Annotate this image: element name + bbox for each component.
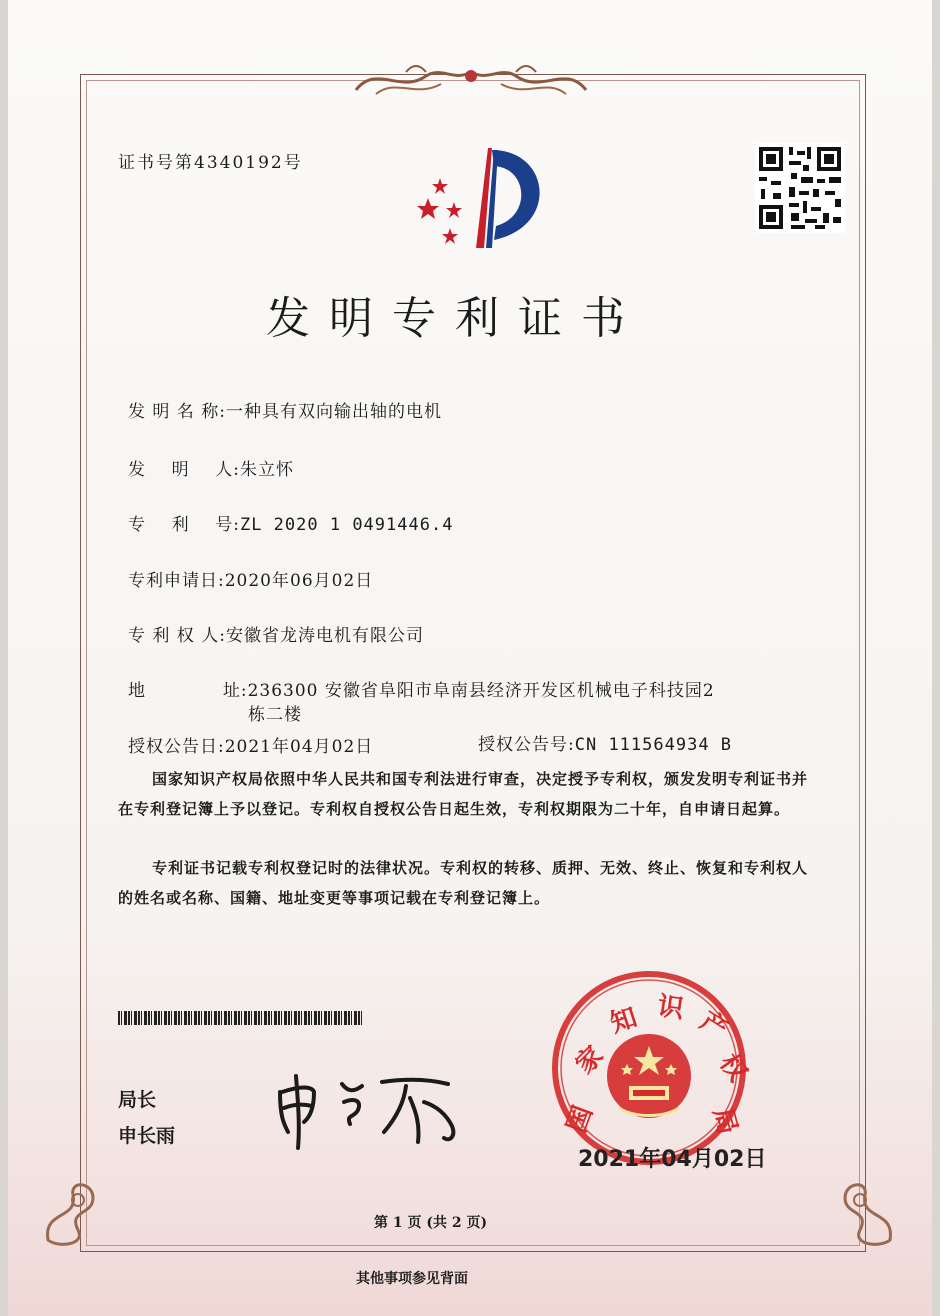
address-line-2: 栋二楼 — [248, 705, 302, 725]
patent-number-label: 专 利 号: — [128, 515, 240, 535]
grant-date-value: 2021年04月02日 — [224, 737, 374, 757]
bottom-right-ornament — [830, 1170, 900, 1250]
inventor-value: 朱立怀 — [239, 460, 294, 480]
patent-number-row — [128, 510, 453, 535]
top-ornament — [346, 54, 596, 106]
address-label: 地 址: — [128, 681, 248, 701]
seal-char-4: 识 — [655, 991, 686, 1025]
director-signature — [270, 1062, 470, 1152]
seal-char-6: 权 — [713, 1048, 753, 1088]
grant-number-label: 授权公告号: — [478, 735, 575, 755]
cnipa-logo-icon — [410, 146, 560, 256]
grant-date-label: 授权公告日: — [128, 737, 225, 757]
seal-char-7: 局 — [706, 1104, 743, 1138]
grant-number-row — [478, 730, 732, 755]
footer-note: 其他事项参见背面 — [356, 1271, 468, 1287]
seal-date: 2021年04月02日 — [578, 1147, 767, 1172]
invention-name-label: 发 明 名 称: — [128, 402, 226, 422]
seal-char-2: 家 — [569, 1040, 610, 1081]
bottom-left-ornament — [38, 1170, 108, 1250]
body-paragraph-2: 专利证书记载专利权登记时的法律状况。专利权的转移、质押、无效、终止、恢复和专利权人的姓名或名称、国籍、地址变更等事项记载在专利登记簿上。 — [118, 859, 809, 907]
patentee-row — [128, 621, 424, 646]
seal-char-1: 国 — [561, 1102, 599, 1137]
invention-name-row — [128, 397, 442, 422]
barcode — [118, 1011, 362, 1025]
address-line-1: 236300 安徽省阜阳市阜南县经济开发区机械电子科技园2 — [247, 681, 715, 701]
patentee-value: 安徽省龙涛电机有限公司 — [225, 626, 424, 646]
qr-code[interactable] — [755, 143, 845, 233]
application-date-label: 专利申请日: — [128, 571, 225, 591]
application-date-value: 2020年06月02日 — [224, 571, 374, 591]
certificate-paper — [8, 0, 932, 1316]
invention-name-value: 一种具有双向输出轴的电机 — [225, 402, 442, 422]
patent-number-value: ZL 2020 1 0491446.4 — [239, 515, 454, 535]
application-date-row — [128, 566, 373, 591]
document-title: 发明专利证书 — [266, 293, 644, 344]
director-title: 局长 — [118, 1089, 157, 1111]
inventor-row — [128, 455, 294, 480]
grant-date-row — [128, 732, 373, 757]
director-name: 申长雨 — [118, 1125, 176, 1147]
patentee-label: 专 利 权 人: — [128, 626, 226, 646]
certificate-number: 证书号第4340192号 — [118, 153, 303, 173]
address-row — [128, 676, 715, 701]
grant-number-value: CN 111564934 B — [574, 735, 733, 755]
seal-char-5: 产 — [694, 1006, 733, 1046]
page-indicator: 第 1 页 (共 2 页) — [374, 1215, 488, 1231]
inventor-label: 发 明 人: — [128, 460, 240, 480]
seal-char-3: 知 — [606, 1002, 641, 1040]
body-paragraph-1: 国家知识产权局依照中华人民共和国专利法进行审查，决定授予专利权，颁发发明专利证书并在专利登记簿上予以登记。专利权自授权公告日起生效，专利权期限为二十年，自申请日起算。 — [118, 770, 809, 818]
